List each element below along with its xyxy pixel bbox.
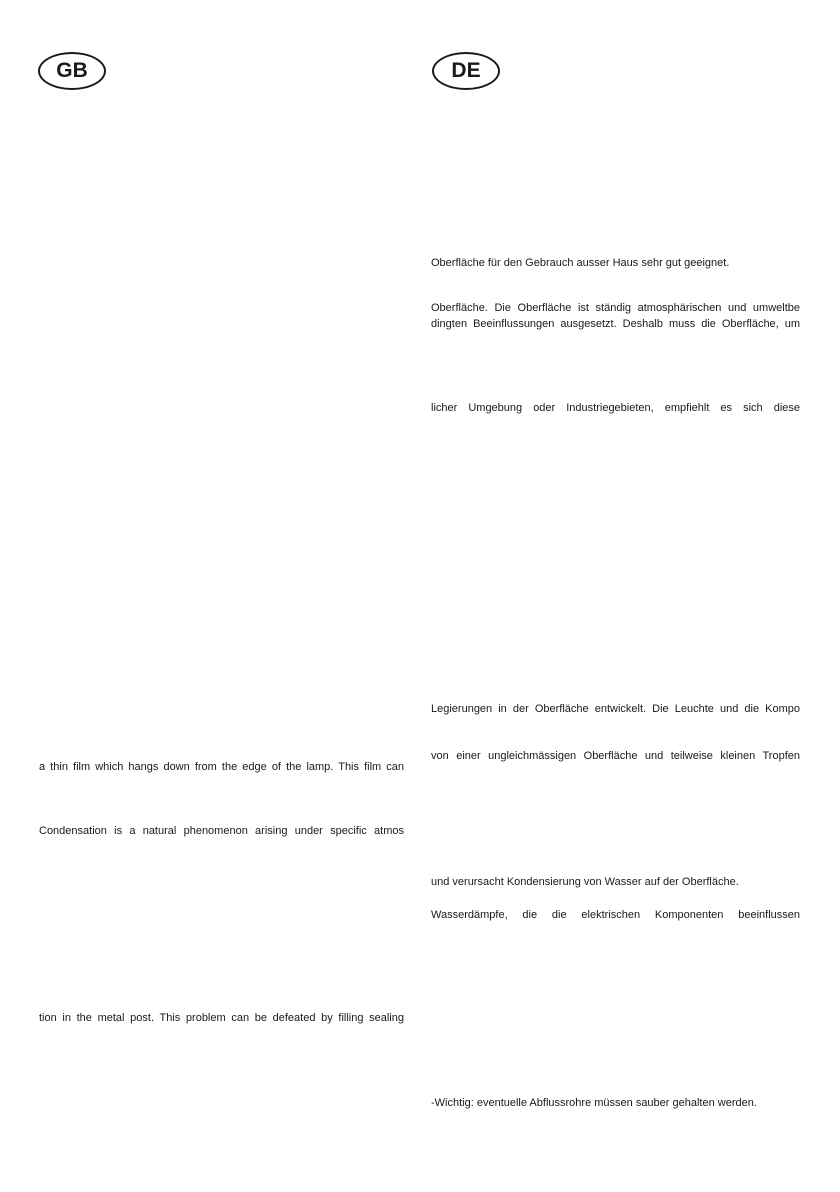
left-text-line: tion in the metal post. This problem can be defeated by filling sealing bbox=[39, 1012, 404, 1024]
right-text-line: Oberfläche. Die Oberfläche ist ständig atmosphärischen und umweltbe bbox=[431, 302, 800, 314]
language-badge-gb bbox=[38, 52, 106, 90]
right-text-line: licher Umgebung oder Industriegebieten, empfiehlt es sich diese bbox=[431, 402, 800, 414]
right-text-line: von einer ungleichmässigen Oberfläche und teilweise kleinen Tropfen bbox=[431, 750, 800, 762]
language-badge-de-label: DE bbox=[451, 59, 481, 82]
right-text-line: Oberfläche für den Gebrauch ausser Haus sehr gut geeignet. bbox=[431, 257, 730, 269]
right-text-line: dingten Beeinflussungen ausgesetzt. Deshalb muss die Oberfläche, um bbox=[431, 318, 800, 330]
right-text-line: Legierungen in der Oberfläche entwickelt. Die Leuchte und die Kompo bbox=[431, 703, 800, 715]
language-badge-de bbox=[432, 52, 500, 90]
right-text-line: -Wichtig: eventuelle Abflussrohre müssen sauber gehalten werden. bbox=[431, 1097, 757, 1109]
language-badge-gb-label: GB bbox=[56, 59, 88, 82]
right-text-line: und verursacht Kondensierung von Wasser auf der Oberfläche. bbox=[431, 876, 739, 888]
right-text-line: Wasserdämpfe, die die elektrischen Komponenten beeinflussen bbox=[431, 909, 800, 921]
left-text-line: Condensation is a natural phenomenon arising under specific atmos bbox=[39, 825, 404, 837]
left-text-line: a thin film which hangs down from the edge of the lamp. This film can bbox=[39, 761, 404, 773]
